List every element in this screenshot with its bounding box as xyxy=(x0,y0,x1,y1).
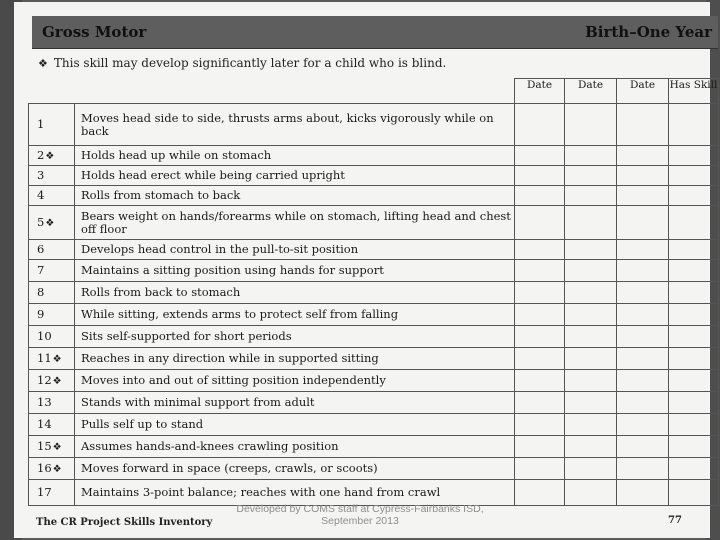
skill-number xyxy=(29,414,75,436)
date-cell[interactable] xyxy=(617,304,669,326)
date-cell[interactable] xyxy=(617,370,669,392)
date-cell[interactable] xyxy=(617,260,669,282)
column-header-has-skill: Has Skill xyxy=(669,79,719,104)
date-cell[interactable] xyxy=(565,326,617,348)
skill-number-text: 7 xyxy=(37,263,45,277)
date-cell[interactable] xyxy=(565,240,617,260)
skill-description: Develops head control in the pull-to-sit position xyxy=(75,240,515,260)
skill-number xyxy=(29,240,75,260)
date-cell[interactable] xyxy=(515,260,565,282)
skill-number xyxy=(29,326,75,348)
date-cell[interactable] xyxy=(565,206,617,240)
date-cell[interactable] xyxy=(617,104,669,146)
has-skill-cell[interactable] xyxy=(669,206,719,240)
date-cell[interactable] xyxy=(515,282,565,304)
skill-number-text: 3 xyxy=(37,168,45,182)
skill-number-text: 9 xyxy=(37,307,45,321)
date-cell[interactable] xyxy=(617,206,669,240)
date-cell[interactable] xyxy=(565,260,617,282)
legend-note xyxy=(38,56,446,70)
skill-number xyxy=(29,436,75,458)
date-cell[interactable] xyxy=(515,166,565,186)
skill-number-text: 4 xyxy=(37,188,45,202)
date-cell[interactable] xyxy=(565,304,617,326)
table-row xyxy=(29,392,719,414)
table-row xyxy=(29,370,719,392)
table-header-row xyxy=(29,79,719,104)
date-cell[interactable] xyxy=(515,104,565,146)
date-cell[interactable] xyxy=(515,206,565,240)
has-skill-cell[interactable] xyxy=(669,436,719,458)
has-skill-cell[interactable] xyxy=(669,146,719,166)
date-cell[interactable] xyxy=(617,414,669,436)
skill-number xyxy=(29,166,75,186)
legend-note-text: This skill may develop significantly later for a child who is blind. xyxy=(53,56,447,70)
table-row xyxy=(29,414,719,436)
date-cell[interactable] xyxy=(565,348,617,370)
table-row xyxy=(29,260,719,282)
skill-description: Stands with minimal support from adult xyxy=(75,392,515,414)
table-row xyxy=(29,206,719,240)
date-cell[interactable] xyxy=(617,458,669,480)
skill-number-text: 2 xyxy=(37,147,45,162)
date-cell[interactable] xyxy=(565,414,617,436)
date-cell[interactable] xyxy=(617,480,669,506)
has-skill-cell[interactable] xyxy=(669,166,719,186)
table-row xyxy=(29,146,719,166)
skill-description: Rolls from back to stomach xyxy=(75,282,515,304)
date-cell[interactable] xyxy=(565,186,617,206)
skill-number-text: 14 xyxy=(37,417,52,431)
skill-description: While sitting, extends arms to protect self from falling xyxy=(75,304,515,326)
date-cell[interactable] xyxy=(515,348,565,370)
diamond-icon: ❖ xyxy=(45,217,55,229)
skill-description: Pulls self up to stand xyxy=(75,414,515,436)
date-cell[interactable] xyxy=(565,104,617,146)
section-title: Gross Motor xyxy=(42,23,147,41)
skill-description: Reaches in any direction while in supported sitting xyxy=(75,348,515,370)
diamond-icon: ❖ xyxy=(52,441,62,453)
skill-description: Moves head side to side, thrusts arms about, kicks vigorously while on back xyxy=(75,104,515,146)
skill-number xyxy=(29,392,75,414)
date-cell[interactable] xyxy=(515,392,565,414)
skill-description: Rolls from stomach to back xyxy=(75,186,515,206)
date-cell[interactable] xyxy=(515,304,565,326)
date-cell[interactable] xyxy=(515,186,565,206)
has-skill-cell[interactable] xyxy=(669,370,719,392)
date-cell[interactable] xyxy=(565,166,617,186)
skills-table xyxy=(28,78,719,506)
has-skill-cell[interactable] xyxy=(669,326,719,348)
date-cell[interactable] xyxy=(515,414,565,436)
skill-description: Holds head erect while being carried upright xyxy=(75,166,515,186)
has-skill-cell[interactable] xyxy=(669,104,719,146)
date-cell[interactable] xyxy=(515,146,565,166)
date-cell[interactable] xyxy=(515,458,565,480)
has-skill-cell[interactable] xyxy=(669,260,719,282)
date-cell[interactable] xyxy=(565,370,617,392)
skill-number-text: 12 xyxy=(37,372,52,387)
skill-description: Moves forward in space (creeps, crawls, or scoots) xyxy=(75,458,515,480)
skill-number-text: 15 xyxy=(37,438,52,453)
date-cell[interactable] xyxy=(565,458,617,480)
skill-number xyxy=(29,348,75,370)
skill-number xyxy=(29,260,75,282)
footer-source: The CR Project Skills Inventory xyxy=(36,517,213,528)
date-cell[interactable] xyxy=(617,348,669,370)
diamond-icon: ❖ xyxy=(52,353,62,365)
date-cell[interactable] xyxy=(617,392,669,414)
skill-number-text: 17 xyxy=(37,485,52,499)
table-row xyxy=(29,240,719,260)
date-cell[interactable] xyxy=(515,436,565,458)
skill-number-text: 11 xyxy=(37,350,52,365)
date-cell[interactable] xyxy=(515,240,565,260)
has-skill-cell[interactable] xyxy=(669,186,719,206)
skill-description: Moves into and out of sitting position independently xyxy=(75,370,515,392)
has-skill-cell[interactable] xyxy=(669,458,719,480)
skill-number-text: 8 xyxy=(37,285,45,299)
header-blank xyxy=(75,79,515,104)
skill-number xyxy=(29,104,75,146)
column-header-date: Date xyxy=(617,79,669,104)
skill-number-text: 1 xyxy=(37,117,45,131)
skill-number xyxy=(29,304,75,326)
skill-number-text: 5 xyxy=(37,214,45,229)
skill-description: Holds head up while on stomach xyxy=(75,146,515,166)
date-cell[interactable] xyxy=(617,282,669,304)
table-row xyxy=(29,186,719,206)
date-cell[interactable] xyxy=(617,240,669,260)
skill-number xyxy=(29,480,75,506)
has-skill-cell[interactable] xyxy=(669,414,719,436)
skill-number xyxy=(29,370,75,392)
skill-description: Sits self-supported for short periods xyxy=(75,326,515,348)
skill-description: Maintains 3-point balance; reaches with one hand from crawl xyxy=(75,480,515,506)
date-cell[interactable] xyxy=(617,166,669,186)
table-row xyxy=(29,304,719,326)
credit-caption: Developed by COMS staff at Cypress-Fairbanks ISD, September 2013 xyxy=(236,503,484,527)
date-cell[interactable] xyxy=(617,436,669,458)
table-row xyxy=(29,458,719,480)
date-cell[interactable] xyxy=(617,326,669,348)
diamond-icon: ❖ xyxy=(52,375,62,387)
skill-number-text: 6 xyxy=(37,242,45,256)
date-cell[interactable] xyxy=(565,392,617,414)
has-skill-cell[interactable] xyxy=(669,480,719,506)
date-cell[interactable] xyxy=(565,480,617,506)
skill-number-text: 16 xyxy=(37,460,52,475)
section-header xyxy=(32,16,718,49)
has-skill-cell[interactable] xyxy=(669,282,719,304)
skill-number xyxy=(29,186,75,206)
skill-number xyxy=(29,206,75,240)
diamond-icon: ❖ xyxy=(52,463,62,475)
date-cell[interactable] xyxy=(515,326,565,348)
column-header-date: Date xyxy=(565,79,617,104)
date-cell[interactable] xyxy=(565,146,617,166)
skill-number xyxy=(29,458,75,480)
has-skill-cell[interactable] xyxy=(669,392,719,414)
has-skill-cell[interactable] xyxy=(669,348,719,370)
diamond-icon: ❖ xyxy=(38,57,48,70)
age-range-title: Birth–One Year xyxy=(585,23,712,41)
table-row xyxy=(29,104,719,146)
skill-description: Bears weight on hands/forearms while on stomach, lifting head and chest off floor xyxy=(75,206,515,240)
diamond-icon: ❖ xyxy=(45,150,55,162)
table-row xyxy=(29,348,719,370)
page-number: 77 xyxy=(668,515,682,526)
table-row xyxy=(29,326,719,348)
table-row xyxy=(29,436,719,458)
table-row xyxy=(29,282,719,304)
skill-number-text: 10 xyxy=(37,329,52,343)
skill-number xyxy=(29,282,75,304)
has-skill-cell[interactable] xyxy=(669,240,719,260)
column-header-date: Date xyxy=(515,79,565,104)
header-blank xyxy=(29,79,75,104)
date-cell[interactable] xyxy=(515,370,565,392)
skill-description: Maintains a sitting position using hands for support xyxy=(75,260,515,282)
table-row xyxy=(29,480,719,506)
date-cell[interactable] xyxy=(565,436,617,458)
table-row xyxy=(29,166,719,186)
date-cell[interactable] xyxy=(515,480,565,506)
date-cell[interactable] xyxy=(617,146,669,166)
has-skill-cell[interactable] xyxy=(669,304,719,326)
skill-number-text: 13 xyxy=(37,395,52,409)
document-page xyxy=(14,2,718,538)
skill-description: Assumes hands-and-knees crawling position xyxy=(75,436,515,458)
date-cell[interactable] xyxy=(565,282,617,304)
date-cell[interactable] xyxy=(617,186,669,206)
skill-number xyxy=(29,146,75,166)
